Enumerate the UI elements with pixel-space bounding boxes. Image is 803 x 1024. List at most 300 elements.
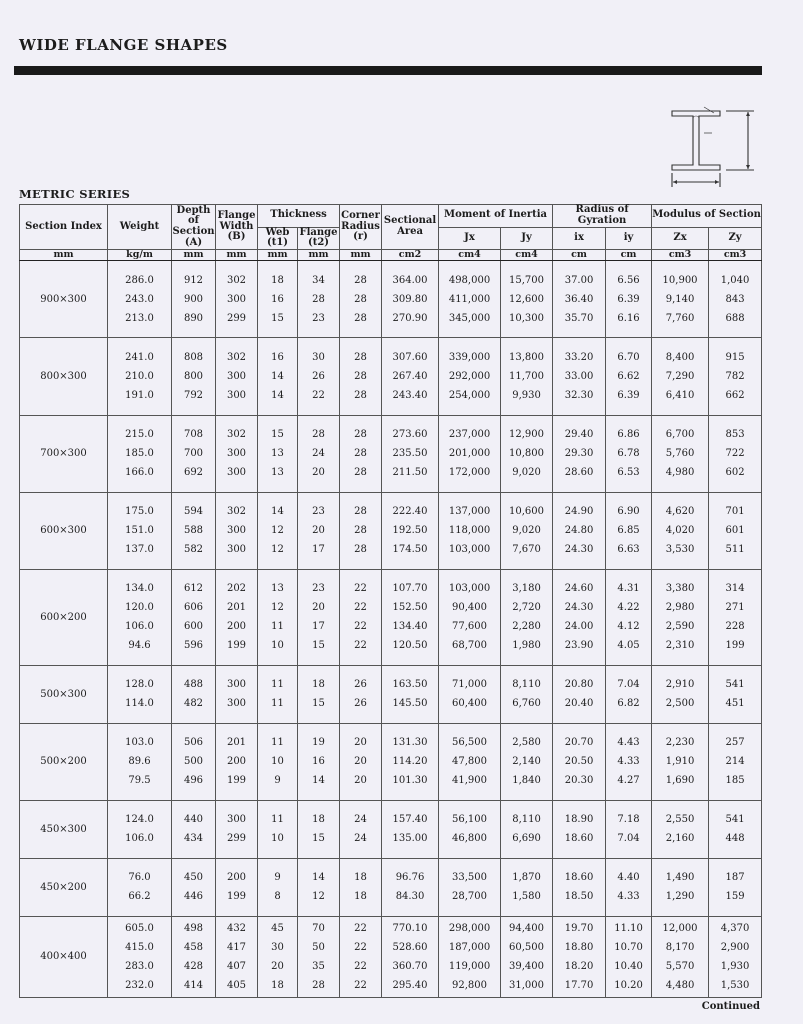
unit-cell: mm <box>172 250 216 261</box>
cell-value: 24.00 <box>564 621 594 633</box>
cell-value: 56,100 <box>452 814 488 826</box>
cell-value: 4,370 <box>720 922 750 934</box>
cell-value: 76.0 <box>128 872 151 884</box>
cell-value: 271 <box>725 602 745 614</box>
cell-value: 5,760 <box>665 448 695 460</box>
cell-value: 300 <box>226 389 247 401</box>
cell-value: 692 <box>183 467 204 479</box>
cell-value: 15 <box>312 640 325 652</box>
cell-value: 286.0 <box>125 274 154 286</box>
cell-value: 22 <box>354 960 367 972</box>
value-cell <box>258 415 298 492</box>
cell-value: 24 <box>354 833 367 845</box>
value-cell <box>340 723 382 800</box>
value-cell <box>439 665 501 723</box>
cell-value: 33.20 <box>564 351 594 363</box>
cell-value: 414 <box>183 979 204 991</box>
cell-value: 68,700 <box>452 640 488 652</box>
cell-value: 900 <box>183 293 204 305</box>
value-cell <box>382 858 439 916</box>
cell-value: 307.60 <box>392 351 428 363</box>
header-ix: ix <box>553 227 606 250</box>
cell-value: 114.0 <box>125 698 154 710</box>
cell-value: 498,000 <box>448 274 491 286</box>
cell-value: 10 <box>271 756 284 768</box>
header-jx: Jx <box>439 227 501 250</box>
value-cell <box>298 858 340 916</box>
cell-value: 16 <box>312 756 325 768</box>
cell-value: 8 <box>274 891 281 903</box>
cell-value: 28 <box>354 389 367 401</box>
cell-value: 14 <box>312 872 325 884</box>
cell-value: 10 <box>271 833 284 845</box>
cell-value: 12 <box>271 525 284 537</box>
cell-value: 446 <box>183 891 204 903</box>
cell-value: 11 <box>271 679 284 691</box>
cell-value: 22 <box>354 621 367 633</box>
cell-value: 300 <box>226 698 247 710</box>
unit-cell: cm3 <box>709 250 762 261</box>
cell-value: 28 <box>354 448 367 460</box>
header-thickness: Thickness <box>258 205 340 228</box>
cell-value: 890 <box>183 312 204 324</box>
value-cell <box>216 261 258 338</box>
cell-value: 17 <box>312 544 325 556</box>
cell-value: 3,530 <box>665 544 695 556</box>
section-index-cell: 900×300 <box>20 261 108 338</box>
cell-value: 295.40 <box>392 979 428 991</box>
cell-value: 432 <box>226 922 247 934</box>
cell-value: 5,570 <box>665 960 695 972</box>
cell-value: 18 <box>312 679 325 691</box>
value-cell <box>172 338 216 415</box>
cell-value: 20.40 <box>564 698 594 710</box>
cell-value: 135.00 <box>392 833 428 845</box>
value-cell <box>501 569 553 665</box>
cell-value: 417 <box>226 941 247 953</box>
table-row <box>20 415 762 492</box>
value-cell <box>108 800 172 858</box>
value-cell <box>606 338 652 415</box>
cell-value: 26 <box>354 698 367 710</box>
cell-value: 151.0 <box>125 525 154 537</box>
value-cell <box>553 800 606 858</box>
value-cell <box>709 261 762 338</box>
value-cell <box>606 723 652 800</box>
cell-value: 511 <box>725 544 745 556</box>
value-cell <box>216 338 258 415</box>
cell-value: 6.63 <box>617 544 640 556</box>
cell-value: 35 <box>312 960 325 972</box>
cell-value: 28 <box>354 293 367 305</box>
cell-value: 33.00 <box>564 370 594 382</box>
cell-value: 300 <box>226 448 247 460</box>
unit-cell: cm4 <box>439 250 501 261</box>
cell-value: 18.60 <box>564 833 594 845</box>
cell-value: 201 <box>226 737 247 749</box>
cell-value: 200 <box>226 872 247 884</box>
cell-value: 2,160 <box>665 833 695 845</box>
cell-value: 15 <box>312 833 325 845</box>
cell-value: 106.0 <box>125 621 154 633</box>
value-cell <box>216 916 258 997</box>
cell-value: 30 <box>271 941 284 953</box>
cell-value: 300 <box>226 544 247 556</box>
cell-value: 300 <box>226 467 247 479</box>
section-index-cell: 450×300 <box>20 800 108 858</box>
cell-value: 199 <box>226 775 247 787</box>
cell-value: 283.0 <box>125 960 154 972</box>
cell-value: 13,800 <box>509 351 545 363</box>
cell-value: 11.10 <box>614 922 643 934</box>
series-title: METRIC SERIES <box>19 187 131 201</box>
cell-value: 152.50 <box>392 602 428 614</box>
cell-value: 299 <box>226 833 247 845</box>
cell-value: 1,870 <box>512 872 541 884</box>
unit-cell: cm <box>606 250 652 261</box>
cell-value: 20.50 <box>564 756 594 768</box>
cell-value: 39,400 <box>509 960 545 972</box>
cell-value: 808 <box>183 351 204 363</box>
cell-value: 29.30 <box>564 448 594 460</box>
cell-value: 853 <box>725 429 745 441</box>
cell-value: 4.33 <box>617 756 640 768</box>
cell-value: 4.31 <box>617 583 640 595</box>
cell-value: 4.22 <box>617 602 640 614</box>
value-cell <box>216 665 258 723</box>
value-cell <box>606 665 652 723</box>
cell-value: 210.0 <box>125 370 154 382</box>
cell-value: 28 <box>354 467 367 479</box>
header-corner-radius: Corner Radius (r) <box>340 205 382 250</box>
cell-value: 662 <box>725 389 745 401</box>
cell-value: 166.0 <box>125 467 154 479</box>
value-cell <box>501 665 553 723</box>
cell-value: 13 <box>271 467 284 479</box>
cell-value: 10,300 <box>509 312 545 324</box>
cell-value: 6,700 <box>665 429 695 441</box>
cell-value: 28,700 <box>452 891 488 903</box>
value-cell <box>553 723 606 800</box>
cell-value: 4,480 <box>665 979 695 991</box>
cell-value: 20 <box>354 756 367 768</box>
cell-value: 17.70 <box>564 979 594 991</box>
cell-value: 18 <box>271 274 284 286</box>
value-cell <box>606 569 652 665</box>
cell-value: 24.30 <box>564 544 594 556</box>
value-cell <box>382 800 439 858</box>
cell-value: 187,000 <box>448 941 491 953</box>
value-cell <box>340 665 382 723</box>
cell-value: 29.40 <box>564 429 594 441</box>
value-cell <box>298 261 340 338</box>
value-cell <box>382 723 439 800</box>
cell-value: 23 <box>312 506 325 518</box>
value-cell <box>652 569 709 665</box>
cell-value: 3,180 <box>512 583 541 595</box>
value-cell <box>298 916 340 997</box>
cell-value: 302 <box>226 506 247 518</box>
value-cell <box>216 723 258 800</box>
cell-value: 41,900 <box>452 775 488 787</box>
cell-value: 35.70 <box>564 312 594 324</box>
cell-value: 309.80 <box>392 293 428 305</box>
cell-value: 237,000 <box>448 429 491 441</box>
cell-value: 118,000 <box>448 525 491 537</box>
value-cell <box>501 492 553 569</box>
value-cell <box>652 800 709 858</box>
value-cell <box>553 665 606 723</box>
value-cell <box>298 415 340 492</box>
value-cell <box>298 569 340 665</box>
value-cell <box>709 858 762 916</box>
value-cell <box>108 492 172 569</box>
cell-value: 101.30 <box>392 775 428 787</box>
table-row <box>20 338 762 415</box>
cell-value: 26 <box>354 679 367 691</box>
value-cell <box>709 415 762 492</box>
cell-value: 137,000 <box>448 506 491 518</box>
cell-value: 2,900 <box>720 941 750 953</box>
cell-value: 235.50 <box>392 448 428 460</box>
cell-value: 407 <box>226 960 247 972</box>
cell-value: 18.50 <box>564 891 594 903</box>
cell-value: 6.53 <box>617 467 640 479</box>
cell-value: 22 <box>354 979 367 991</box>
cell-value: 270.90 <box>392 312 428 324</box>
cell-value: 94,400 <box>509 922 545 934</box>
cell-value: 14 <box>271 506 284 518</box>
cell-value: 20 <box>354 775 367 787</box>
cell-value: 34 <box>312 274 325 286</box>
cell-value: 14 <box>271 370 284 382</box>
table-row <box>20 916 762 997</box>
cell-value: 18.60 <box>564 872 594 884</box>
value-cell <box>108 415 172 492</box>
cell-value: 6,760 <box>512 698 541 710</box>
cell-value: 7,670 <box>512 544 541 556</box>
cell-value: 70 <box>312 922 325 934</box>
value-cell <box>439 492 501 569</box>
cell-value: 606 <box>183 602 204 614</box>
value-cell <box>258 723 298 800</box>
header-jy: Jy <box>501 227 553 250</box>
cell-value: 33,500 <box>452 872 488 884</box>
cell-value: 211.50 <box>392 467 428 479</box>
cell-value: 201,000 <box>448 448 491 460</box>
cell-value: 594 <box>183 506 204 518</box>
value-cell <box>258 492 298 569</box>
value-cell <box>709 723 762 800</box>
cell-value: 50 <box>312 941 325 953</box>
unit-cell: mm <box>216 250 258 261</box>
value-cell <box>606 858 652 916</box>
cell-value: 300 <box>226 293 247 305</box>
value-cell <box>501 723 553 800</box>
cell-value: 302 <box>226 274 247 286</box>
cell-value: 18.20 <box>564 960 594 972</box>
value-cell <box>382 916 439 997</box>
cell-value: 10.40 <box>614 960 643 972</box>
cell-value: 18 <box>312 814 325 826</box>
value-cell <box>340 569 382 665</box>
cell-value: 440 <box>183 814 204 826</box>
value-cell <box>606 916 652 997</box>
cell-value: 11 <box>271 737 284 749</box>
cell-value: 60,400 <box>452 698 488 710</box>
value-cell <box>606 261 652 338</box>
value-cell <box>298 723 340 800</box>
cell-value: 19 <box>312 737 325 749</box>
header-modulus-of-section: Modulus of Section <box>652 205 762 228</box>
value-cell <box>340 858 382 916</box>
cell-value: 114.20 <box>392 756 428 768</box>
cell-value: 13 <box>271 448 284 460</box>
value-cell <box>709 338 762 415</box>
cell-value: 257 <box>725 737 745 749</box>
header-flange-width: Flange Width (B) <box>216 205 258 250</box>
cell-value: 90,400 <box>452 602 488 614</box>
cell-value: 200 <box>226 621 247 633</box>
table-row <box>20 261 762 338</box>
cell-value: 1,930 <box>720 960 750 972</box>
cell-value: 6.85 <box>617 525 640 537</box>
cell-value: 770.10 <box>392 922 428 934</box>
cell-value: 300 <box>226 370 247 382</box>
table-body <box>20 261 762 998</box>
value-cell <box>382 665 439 723</box>
cell-value: 6.16 <box>617 312 640 324</box>
cell-value: 2,310 <box>665 640 695 652</box>
value-cell <box>501 338 553 415</box>
cell-value: 20.70 <box>564 737 594 749</box>
cell-value: 13 <box>271 583 284 595</box>
section-index-cell: 450×200 <box>20 858 108 916</box>
value-cell <box>553 916 606 997</box>
cell-value: 15 <box>312 698 325 710</box>
cell-value: 688 <box>725 312 745 324</box>
cell-value: 339,000 <box>448 351 491 363</box>
value-cell <box>501 415 553 492</box>
page-title: WIDE FLANGE SHAPES <box>19 36 228 54</box>
cell-value: 12 <box>271 602 284 614</box>
cell-value: 185.0 <box>125 448 154 460</box>
value-cell <box>172 492 216 569</box>
cell-value: 103.0 <box>125 737 154 749</box>
cell-value: 94.6 <box>128 640 151 652</box>
header-sectional-area: Sectional Area <box>382 205 439 250</box>
cell-value: 17 <box>312 621 325 633</box>
value-cell <box>652 492 709 569</box>
cell-value: 541 <box>725 679 745 691</box>
cell-value: 56,500 <box>452 737 488 749</box>
value-cell <box>216 800 258 858</box>
cell-value: 915 <box>725 351 745 363</box>
cell-value: 15 <box>271 429 284 441</box>
value-cell <box>298 492 340 569</box>
value-cell <box>501 261 553 338</box>
header-depth: Depth of Section (A) <box>172 204 215 248</box>
cell-value: 12 <box>271 544 284 556</box>
cell-value: 92,800 <box>452 979 488 991</box>
cell-value: 10,900 <box>662 274 698 286</box>
value-cell <box>439 723 501 800</box>
header-flange-label: Flange <box>299 226 338 238</box>
cell-value: 28 <box>354 351 367 363</box>
cell-value: 6.70 <box>617 351 640 363</box>
cell-value: 22 <box>354 922 367 934</box>
cell-value: 202 <box>226 583 247 595</box>
cell-value: 302 <box>226 429 247 441</box>
cell-value: 2,720 <box>512 602 541 614</box>
cell-value: 605.0 <box>125 922 154 934</box>
value-cell <box>340 916 382 997</box>
cell-value: 28 <box>312 429 325 441</box>
cell-value: 9,930 <box>512 389 541 401</box>
cell-value: 199 <box>226 891 247 903</box>
cell-value: 107.70 <box>392 583 428 595</box>
value-cell <box>108 261 172 338</box>
unit-cell: mm <box>20 250 108 261</box>
cell-value: 124.0 <box>125 814 154 826</box>
cell-value: 22 <box>354 640 367 652</box>
cell-value: 19.70 <box>564 922 594 934</box>
cell-value: 11 <box>271 698 284 710</box>
value-cell <box>439 569 501 665</box>
section-index-cell: 400×400 <box>20 916 108 997</box>
header-zy: Zy <box>709 227 762 250</box>
cell-value: 28 <box>354 274 367 286</box>
cell-value: 200 <box>226 756 247 768</box>
value-cell <box>439 858 501 916</box>
cell-value: 20 <box>312 602 325 614</box>
cell-value: 2,500 <box>665 698 695 710</box>
cell-value: 145.50 <box>392 698 428 710</box>
cell-value: 1,290 <box>665 891 695 903</box>
header-iy: iy <box>606 227 652 250</box>
unit-cell: cm3 <box>652 250 709 261</box>
cell-value: 23 <box>312 583 325 595</box>
header-section-index: Section Index <box>20 205 108 250</box>
cell-value: 174.50 <box>392 544 428 556</box>
value-cell <box>108 569 172 665</box>
value-cell <box>382 569 439 665</box>
cell-value: 12 <box>312 891 325 903</box>
cell-value: 7,290 <box>665 370 695 382</box>
cell-value: 222.40 <box>392 506 428 518</box>
table-row <box>20 858 762 916</box>
value-cell <box>258 569 298 665</box>
cell-value: 541 <box>725 814 745 826</box>
value-cell <box>340 492 382 569</box>
cell-value: 8,110 <box>512 814 541 826</box>
value-cell <box>382 338 439 415</box>
header-radius-of-gyration: Radius of Gyration <box>553 205 652 228</box>
cell-value: 8,170 <box>665 941 695 953</box>
cell-value: 4,620 <box>665 506 695 518</box>
cell-value: 299 <box>226 312 247 324</box>
cell-value: 22 <box>354 583 367 595</box>
value-cell <box>172 800 216 858</box>
cell-value: 134.40 <box>392 621 428 633</box>
cell-value: 18.80 <box>564 941 594 953</box>
cell-value: 602 <box>725 467 745 479</box>
cell-value: 300 <box>226 814 247 826</box>
cell-value: 157.40 <box>392 814 428 826</box>
cell-value: 31,000 <box>509 979 545 991</box>
cell-value: 4.27 <box>617 775 640 787</box>
cell-value: 18 <box>354 872 367 884</box>
